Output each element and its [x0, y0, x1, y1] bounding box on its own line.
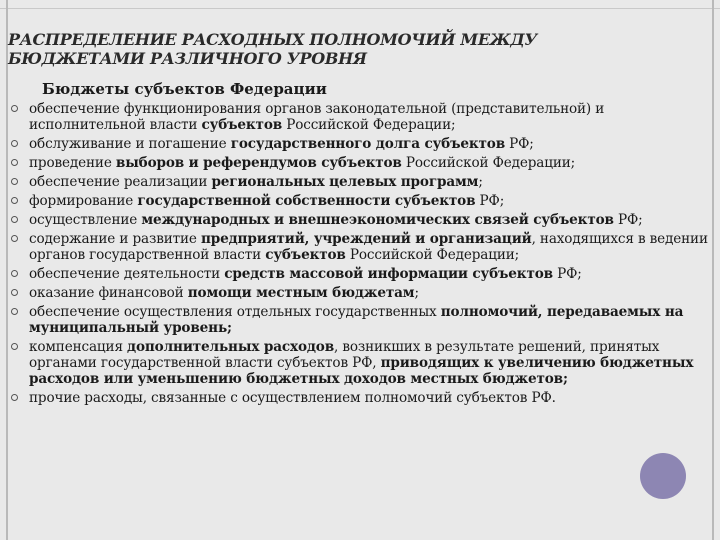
- slide-frame-top: [0, 8, 720, 9]
- list-item-text: обеспечение деятельности: [29, 266, 225, 282]
- list-item-text: осуществление: [29, 212, 142, 228]
- expenditure-list: [0, 101, 720, 409]
- list-item: [0, 101, 720, 133]
- list-item: [0, 155, 720, 171]
- list-item-emphasis: помощи местным бюджетам: [187, 285, 415, 301]
- list-item-text: обеспечение реализации: [29, 174, 212, 190]
- bullet-icon: [11, 216, 18, 223]
- list-item-emphasis: государственной собственности субъектов: [137, 193, 476, 209]
- bullet-icon: [11, 394, 18, 401]
- list-item: [0, 212, 720, 228]
- list-item-emphasis: региональных целевых программ: [211, 174, 479, 190]
- list-item-text: РФ;: [552, 266, 582, 282]
- list-item-text: обеспечение осуществления отдельных государственных: [29, 304, 441, 320]
- list-item-text: оказание финансовой: [29, 285, 188, 301]
- list-item-text: , находящихся в ведении органов государственной власти: [29, 231, 708, 263]
- list-item: [0, 193, 720, 209]
- list-item: [0, 231, 720, 263]
- list-item-text: РФ;: [505, 136, 534, 152]
- list-item-emphasis: дополнительных расходов: [127, 339, 334, 355]
- list-item-emphasis: предприятий, учреждений и организаций: [200, 231, 532, 247]
- bullet-icon: [11, 140, 18, 147]
- bullet-icon: [11, 159, 18, 166]
- slide-subtitle: Бюджеты субъектов Федерации: [42, 80, 327, 98]
- list-item-text: прочие расходы, связанные с осуществлением полномочий субъектов РФ.: [29, 390, 556, 406]
- slide-title: [8, 30, 608, 68]
- slide-title-line-1: РАСПРЕДЕЛЕНИЕ РАСХОДНЫХ ПОЛНОМОЧИЙ МЕЖДУ: [8, 30, 538, 49]
- list-item-text: компенсация: [29, 339, 128, 355]
- list-item-text: РФ;: [475, 193, 505, 209]
- list-item-emphasis: субъектов: [201, 117, 283, 133]
- list-item-text: , возникших в результате решений, принятых органами государственной власти субъектов РФ,: [29, 339, 660, 371]
- list-item-emphasis: международных и внешнеэкономических связей субъектов: [141, 212, 614, 228]
- bullet-icon: [11, 235, 18, 242]
- list-item: [0, 304, 720, 336]
- list-item-text: ;: [414, 285, 419, 301]
- list-item-text: формирование: [29, 193, 138, 209]
- list-item: [0, 339, 720, 387]
- list-item-text: содержание и развитие: [29, 231, 201, 247]
- bullet-icon: [11, 178, 18, 185]
- bullet-icon: [11, 289, 18, 296]
- bullet-icon: [11, 105, 18, 112]
- list-item-text: Российской Федерации;: [401, 155, 576, 171]
- bullet-icon: [11, 197, 18, 204]
- list-item-text: проведение: [29, 155, 116, 171]
- list-item-text: Российской Федерации;: [282, 117, 456, 133]
- list-item-text: Российской Федерации;: [345, 247, 520, 263]
- list-item-emphasis: полномочий, передаваемых на муниципальный уровень;: [29, 304, 684, 336]
- bullet-icon: [11, 270, 18, 277]
- list-item: [0, 285, 720, 301]
- list-item-emphasis: выборов и референдумов субъектов: [115, 155, 402, 171]
- list-item: [0, 174, 720, 190]
- list-item: [0, 136, 720, 152]
- slide-title-line-2: БЮДЖЕТАМИ РАЗЛИЧНОГО УРОВНЯ: [8, 49, 367, 68]
- list-item: [0, 390, 720, 406]
- bullet-icon: [11, 343, 18, 350]
- list-item-emphasis: приводящих к увеличению бюджетных расходов или уменьшению бюджетных доходов местных бюджетов;: [29, 355, 694, 387]
- decorative-circle: [640, 453, 686, 499]
- list-item-emphasis: государственного долга субъектов: [230, 136, 505, 152]
- list-item-emphasis: субъектов: [265, 247, 346, 263]
- list-item-emphasis: средств массовой информации субъектов: [224, 266, 553, 282]
- list-item: [0, 266, 720, 282]
- list-item-text: РФ;: [613, 212, 643, 228]
- bullet-icon: [11, 308, 18, 315]
- list-item-text: ;: [478, 174, 483, 190]
- list-item-text: обеспечение функционирования органов законодательной (представительной) и исполнительной власти: [29, 101, 605, 133]
- list-item-text: обслуживание и погашение: [29, 136, 231, 152]
